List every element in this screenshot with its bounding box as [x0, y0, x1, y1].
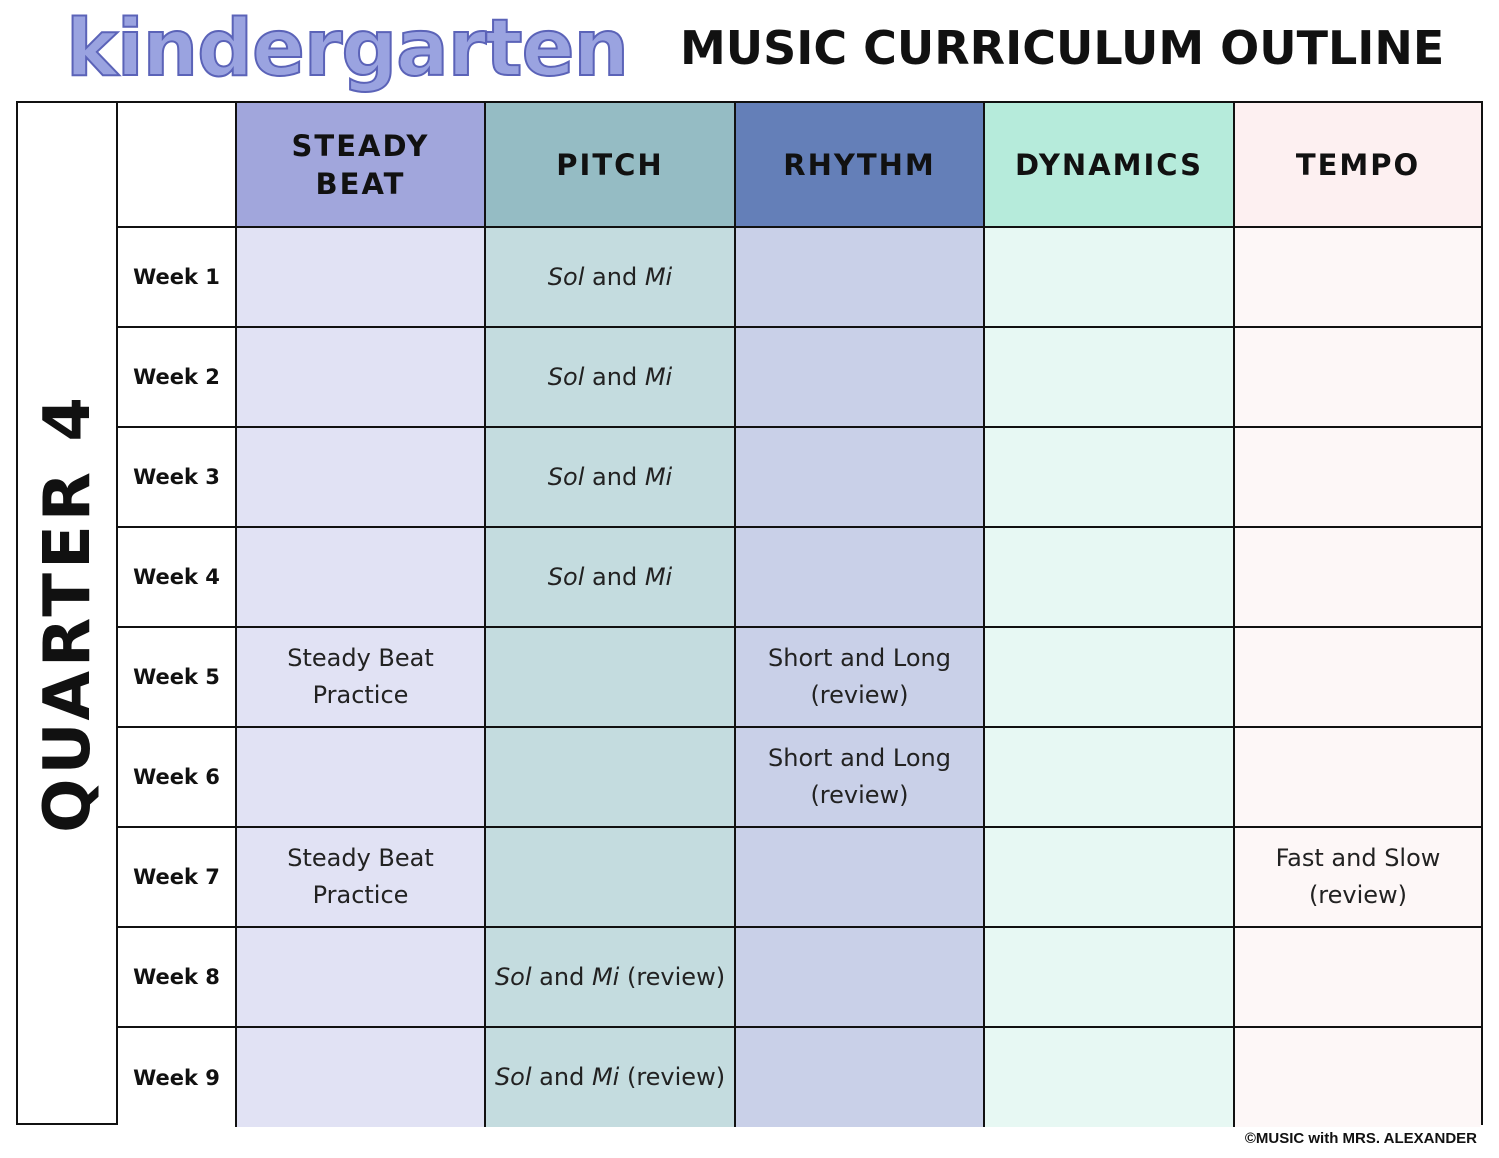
table-row	[118, 627, 1481, 727]
week-label: Week 6	[118, 727, 236, 827]
cell-steady-beat	[236, 227, 485, 327]
header-corner	[118, 103, 236, 227]
cell-dynamics	[984, 527, 1234, 627]
cell-steady-beat	[236, 1027, 485, 1127]
cell-dynamics	[984, 927, 1234, 1027]
cell-dynamics	[984, 427, 1234, 527]
curriculum-table	[118, 103, 1481, 1127]
cell-pitch	[485, 327, 735, 427]
cell-rhythm	[735, 627, 984, 727]
cell-rhythm	[735, 1027, 984, 1127]
cell-dynamics	[984, 327, 1234, 427]
table-row	[118, 327, 1481, 427]
quarter-cell	[18, 103, 118, 1123]
cell-tempo	[1234, 427, 1481, 527]
table-row	[118, 1027, 1481, 1127]
week-label: Week 2	[118, 327, 236, 427]
cell-rhythm	[735, 427, 984, 527]
cell-pitch	[485, 1027, 735, 1127]
week-label: Week 8	[118, 927, 236, 1027]
cell-pitch	[485, 527, 735, 627]
table-row	[118, 427, 1481, 527]
cell-tempo	[1234, 927, 1481, 1027]
cell-tempo	[1234, 727, 1481, 827]
header-rhythm	[735, 103, 984, 227]
table-row	[118, 727, 1481, 827]
header-steady-beat	[236, 103, 485, 227]
cell-pitch	[485, 727, 735, 827]
header-label: RHYTHM	[783, 147, 936, 182]
cell-text: Steady Beat Practice	[287, 644, 434, 709]
cell-text: Sol and Mi (review)	[494, 962, 726, 991]
cell-text: Sol and Mi	[547, 362, 673, 391]
cell-rhythm	[735, 727, 984, 827]
quarter-label: QUARTER 4	[31, 393, 105, 833]
cell-tempo	[1234, 827, 1481, 927]
cell-pitch	[485, 427, 735, 527]
cell-text: Sol and Mi (review)	[494, 1063, 726, 1091]
header-label: TEMPO	[1295, 147, 1421, 182]
header-label: PITCH	[556, 147, 664, 182]
cell-rhythm	[735, 227, 984, 327]
cell-text: Short and Long (review)	[768, 744, 951, 809]
header-row	[118, 103, 1481, 227]
cell-text: Sol and Mi	[547, 262, 673, 291]
cell-pitch	[485, 627, 735, 727]
cell-tempo	[1234, 627, 1481, 727]
week-label: Week 5	[118, 627, 236, 727]
curriculum-grid	[16, 101, 1483, 1125]
table-row	[118, 927, 1481, 1027]
cell-steady-beat	[236, 727, 485, 827]
cell-pitch	[485, 827, 735, 927]
cell-rhythm	[735, 527, 984, 627]
page-title: kindergarten	[66, 4, 628, 94]
week-label: Week 4	[118, 527, 236, 627]
cell-steady-beat	[236, 927, 485, 1027]
header-label: STEADY BEAT	[291, 128, 430, 201]
table-body	[118, 227, 1481, 1127]
week-label: Week 7	[118, 827, 236, 927]
cell-steady-beat	[236, 427, 485, 527]
title-row	[0, 0, 1499, 100]
copyright-footer: ©MUSIC with MRS. ALEXANDER	[1244, 1130, 1477, 1147]
cell-text: Sol and Mi	[547, 462, 673, 491]
cell-rhythm	[735, 927, 984, 1027]
table-row	[118, 227, 1481, 327]
cell-dynamics	[984, 227, 1234, 327]
cell-dynamics	[984, 1027, 1234, 1127]
cell-steady-beat	[236, 627, 485, 727]
cell-steady-beat	[236, 527, 485, 627]
table-row	[118, 527, 1481, 627]
cell-tempo	[1234, 527, 1481, 627]
header-label: DYNAMICS	[1014, 147, 1204, 182]
cell-tempo	[1234, 227, 1481, 327]
page-subtitle: MUSIC CURRICULUM OUTLINE	[680, 21, 1445, 75]
table-row	[118, 827, 1481, 927]
week-label: Week 9	[118, 1027, 236, 1127]
cell-text: Sol and Mi	[547, 562, 673, 591]
header-tempo	[1234, 103, 1481, 227]
header-pitch	[485, 103, 735, 227]
week-label: Week 3	[118, 427, 236, 527]
cell-dynamics	[984, 627, 1234, 727]
header-dynamics	[984, 103, 1234, 227]
cell-tempo	[1234, 1027, 1481, 1127]
week-label: Week 1	[118, 227, 236, 327]
cell-text: Short and Long (review)	[768, 644, 951, 709]
cell-rhythm	[735, 827, 984, 927]
cell-dynamics	[984, 827, 1234, 927]
cell-text: Steady Beat Practice	[287, 844, 434, 909]
cell-steady-beat	[236, 827, 485, 927]
cell-tempo	[1234, 327, 1481, 427]
cell-steady-beat	[236, 327, 485, 427]
cell-pitch	[485, 927, 735, 1027]
cell-text: Fast and Slow (review)	[1275, 844, 1441, 909]
cell-rhythm	[735, 327, 984, 427]
cell-dynamics	[984, 727, 1234, 827]
cell-pitch	[485, 227, 735, 327]
